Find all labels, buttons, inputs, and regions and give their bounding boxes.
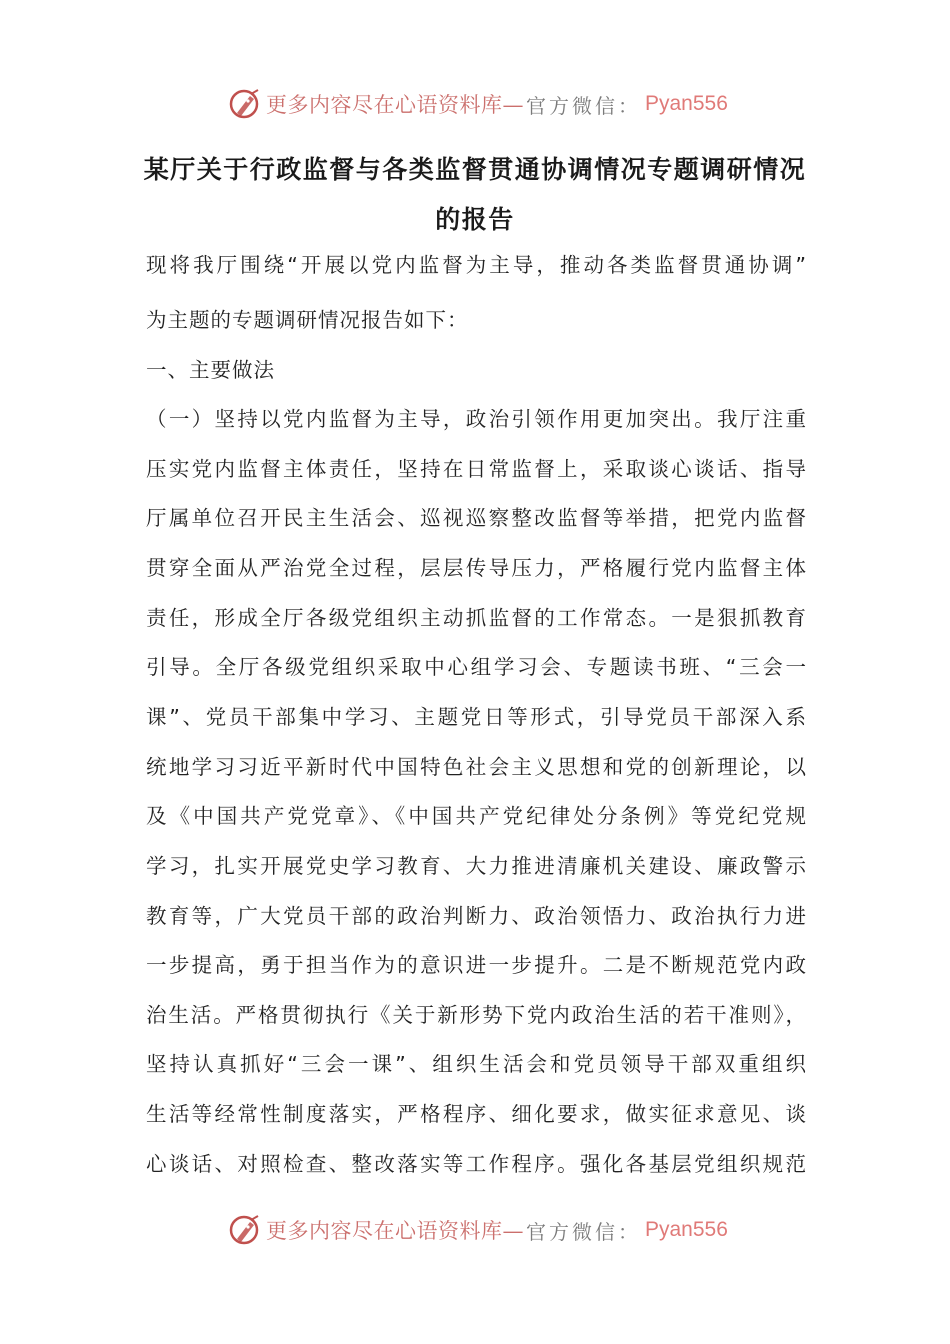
paragraph-line: 学习，扎实开展党史学习教育、大力推进清廉机关建设、廉政警示	[146, 854, 806, 878]
document-title-line-2: 的报告	[435, 205, 515, 234]
paragraph-line: 及《中国共产党党章》、《中国共产党纪律处分条例》等党纪党规	[146, 804, 806, 828]
banner-wechat-label: 官方微信：	[526, 93, 641, 118]
paragraph-line: 坚持认真抓好“三会一课”、组织生活会和党员领导干部双重组织	[146, 1052, 806, 1076]
banner-wechat-id: Pyan556	[645, 92, 728, 115]
paragraph-line: 责任，形成全厅各级党组织主动抓监督的工作常态。一是狠抓教育	[146, 606, 806, 630]
paragraph-line: 一步提高，勇于担当作为的意识进一步提升。二是不断规范党内政	[146, 953, 806, 977]
paragraph-line: 课”、党员干部集中学习、主题党日等形式，引导党员干部深入系	[146, 705, 806, 729]
pen-nib-logo-icon	[228, 1213, 262, 1247]
paragraph-line: 为主题的专题调研情况报告如下：	[146, 308, 469, 332]
section-heading: 一、主要做法	[146, 358, 275, 382]
pen-nib-logo-icon	[228, 87, 262, 121]
watermark-banner-top	[228, 84, 728, 124]
paragraph-line: 贯穿全面从严治党全过程，层层传导压力，严格履行党内监督主体	[146, 556, 806, 580]
paragraph-line: 生活等经常性制度落实，严格程序、细化要求，做实征求意见、谈	[146, 1102, 806, 1126]
banner-wechat-label: 官方微信：	[526, 1219, 641, 1244]
paragraph-line: 引导。全厅各级党组织采取中心组学习会、专题读书班、“三会一	[146, 655, 806, 679]
paragraph-line: 心谈话、对照检查、整改落实等工作程序。强化各基层党组织规范	[146, 1152, 806, 1176]
paragraph-line: 治生活。严格贯彻执行《关于新形势下党内政治生活的若干准则》，	[146, 1003, 806, 1027]
paragraph-line: （一）坚持以党内监督为主导，政治引领作用更加突出。我厅注重	[146, 407, 806, 431]
paragraph-line: 压实党内监督主体责任，坚持在日常监督上，采取谈心谈话、指导	[146, 457, 806, 481]
watermark-banner-bottom	[228, 1210, 728, 1250]
banner-text: 更多内容尽在心语资料库—	[266, 1219, 524, 1243]
banner-text: 更多内容尽在心语资料库—	[266, 93, 524, 117]
banner-wechat-id: Pyan556	[645, 1218, 728, 1241]
paragraph-line: 教育等，广大党员干部的政治判断力、政治领悟力、政治执行力进	[146, 904, 806, 928]
document-title-line-1: 某厅关于行政监督与各类监督贯通协调情况专题调研情况	[143, 155, 807, 184]
paragraph-line: 现将我厅围绕“开展以党内监督为主导，推动各类监督贯通协调”	[146, 253, 806, 277]
paragraph-line: 统地学习习近平新时代中国特色社会主义思想和党的创新理论，以	[146, 755, 806, 779]
paragraph-line: 厅属单位召开民主生活会、巡视巡察整改监督等举措，把党内监督	[146, 506, 806, 530]
